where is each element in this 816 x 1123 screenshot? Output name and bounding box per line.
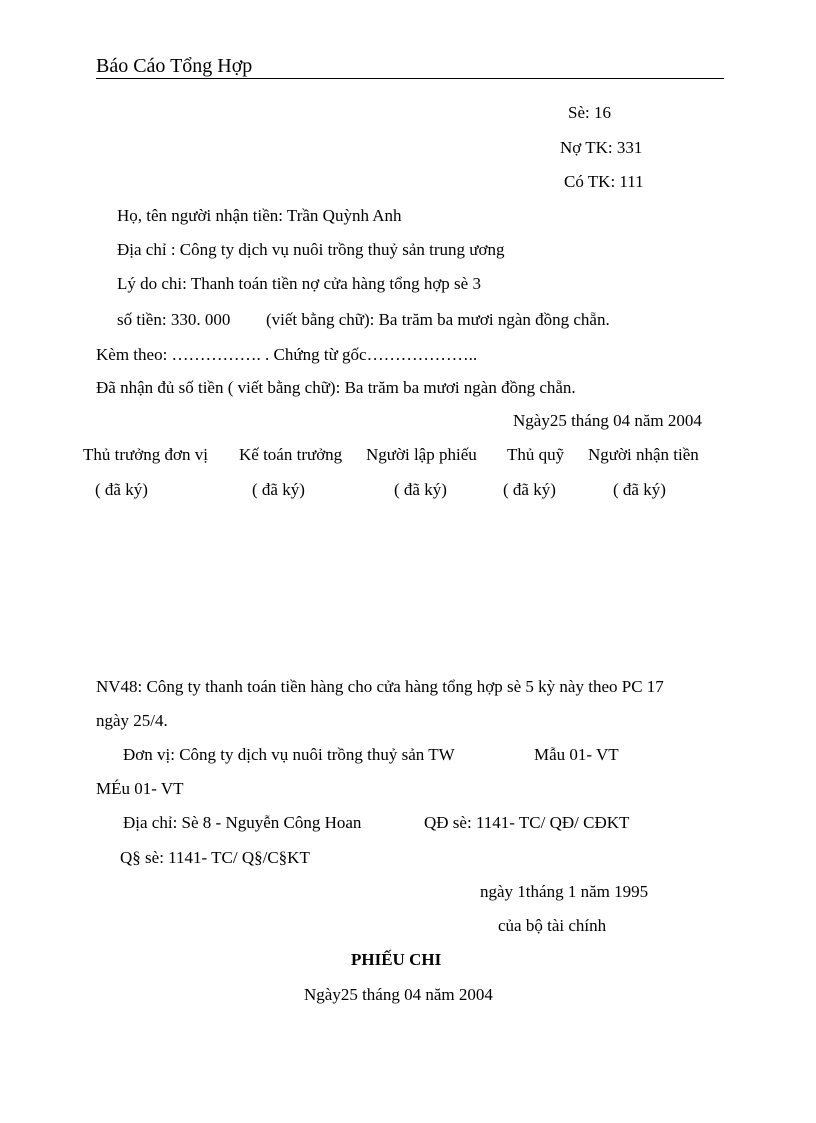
voucher-title: PHIẾU CHI: [351, 950, 442, 969]
signature-role: Thủ trưởng đơn vị: [83, 445, 208, 464]
attached-documents: Kèm theo: ……………. . Chứng từ gốc………………..: [96, 345, 478, 364]
transaction-description: NV48: Công ty thanh toán tiền hàng cho cửa hàng tổng hợp sè 5 kỳ này theo PC 17: [96, 677, 664, 696]
signature-role: Thủ quỹ: [507, 445, 565, 464]
recipient-line: Họ, tên người nhận tiền: Trần Quỳnh Anh: [117, 206, 402, 225]
reason-line: Lý do chi: Thanh toán tiền nợ cửa hàng tổng hợp sè 3: [117, 274, 481, 293]
amount-number: số tiền: 330. 000: [117, 310, 231, 329]
signature-role: Kế toán trưởng: [239, 445, 343, 464]
decision-date: ngày 1tháng 1 năm 1995: [480, 882, 649, 901]
debit-account: Nợ TK: 331: [560, 138, 643, 157]
voucher-date: Ngày25 tháng 04 năm 2004: [513, 411, 702, 430]
signature-status: ( đã ký): [95, 480, 148, 499]
decision-number: QĐ sè: 1141- TC/ QĐ/ CĐKT: [424, 813, 630, 832]
form-number: Mẫu 01- VT: [534, 745, 619, 764]
address-line: Địa chỉ : Công ty dịch vụ nuôi trồng thuỷ sản trung ương: [117, 240, 505, 259]
address-line-2: Địa chỉ: Sè 8 - Nguyễn Công Hoan: [123, 813, 362, 832]
form-number-alt: MÉu 01- VT: [96, 779, 184, 798]
header-divider: [96, 78, 724, 79]
decision-number-alt: Q§ sè: 1141- TC/ Q§/C§KT: [120, 848, 310, 867]
signature-status: ( đã ký): [394, 480, 447, 499]
voucher-number: Sè: 16: [568, 103, 611, 122]
signature-status: ( đã ký): [613, 480, 666, 499]
voucher-date-2: Ngày25 tháng 04 năm 2004: [304, 985, 493, 1004]
unit-line: Đơn vị: Công ty dịch vụ nuôi trồng thuỷ sản TW: [123, 745, 455, 764]
transaction-description-cont: ngày 25/4.: [96, 711, 168, 730]
signature-role: Người lập phiếu: [366, 445, 477, 464]
credit-account: Có TK: 111: [564, 172, 644, 191]
signature-role: Người nhận tiền: [588, 445, 699, 464]
signature-status: ( đã ký): [252, 480, 305, 499]
amount-in-words: (viết bằng chữ): Ba trăm ba mươi ngàn đồng chẵn.: [266, 310, 610, 329]
decision-issuer: của bộ tài chính: [498, 916, 607, 935]
page-header-title: Báo Cáo Tổng Hợp: [96, 55, 253, 77]
signature-status: ( đã ký): [503, 480, 556, 499]
received-amount-line: Đã nhận đủ số tiền ( viết bằng chữ): Ba trăm ba mươi ngàn đồng chẵn.: [96, 378, 576, 397]
